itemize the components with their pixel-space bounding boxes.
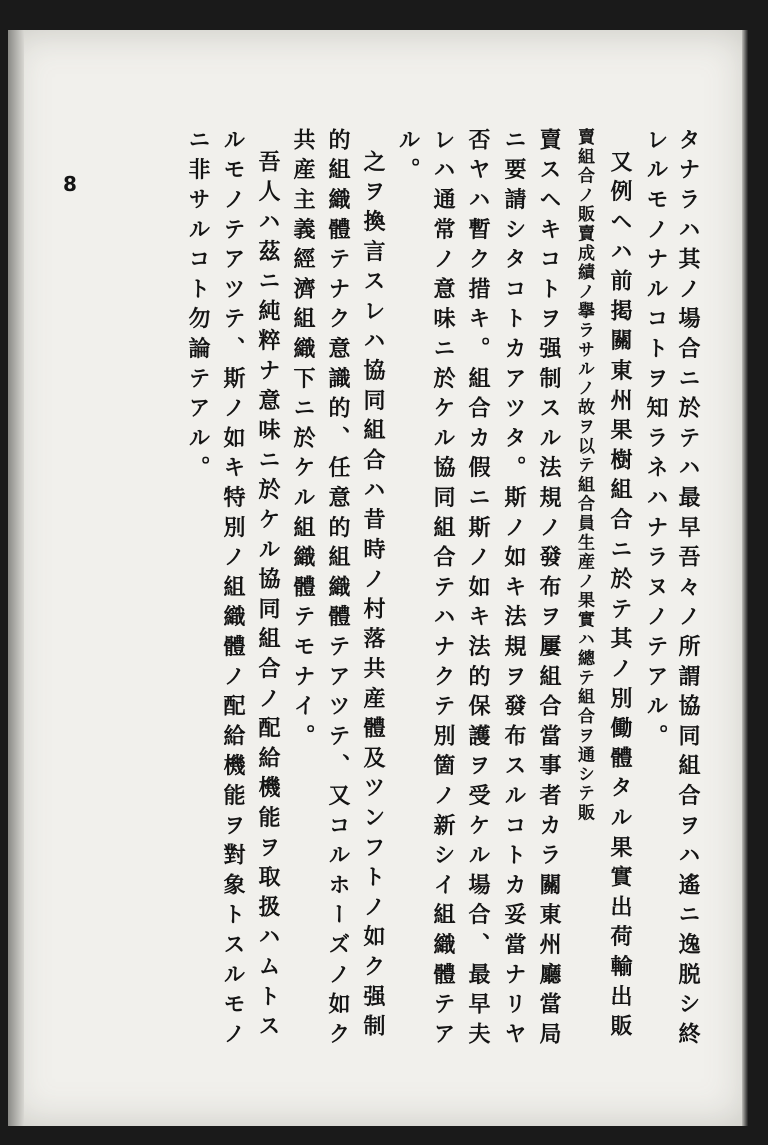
page-right-edge bbox=[742, 30, 748, 1126]
text-column-9: ル。 bbox=[395, 128, 421, 188]
text-column-13: 吾人ハ茲ニ純粹ナ意味ニ於ケル協同組合ノ配給機能ヲ取扱ハムトス bbox=[255, 150, 281, 1044]
text-column-15: ニ非サルコト勿論テアル。 bbox=[185, 128, 211, 486]
text-column-11: 的組織體テナク意識的、任意的組織體テアツテ、又コルホーズノ如ク bbox=[325, 128, 351, 1052]
text-column-6: ニ要請シタコトカアツタ。斯ノ如キ法規ヲ發布スルコトカ妥當ナリヤ bbox=[501, 128, 527, 1052]
text-column-3: 又例ヘハ前掲關東州果樹組合ニ於テ其ノ別働體タル果實出荷輸出販 bbox=[607, 150, 633, 1044]
page-number: 8 bbox=[63, 172, 77, 196]
text-column-4: 賣組合ノ販賣成績ノ擧ラサルノ故ヲ以テ組合員生産ノ果實ハ總テ組合ヲ通シテ販 bbox=[574, 128, 594, 823]
text-column-14: ルモノテアツテ、斯ノ如キ特別ノ組織體ノ配給機能ヲ對象トスルモノ bbox=[220, 128, 246, 1052]
page-gutter-shadow bbox=[8, 30, 24, 1126]
text-column-5: 賣スヘキコトヲ强制スル法規ノ發布ヲ屢組合當事者カラ關東州廳當局 bbox=[536, 128, 562, 1052]
text-column-8: レハ通常ノ意味ニ於ケル協同組合テハナクテ別箇ノ新シイ組織體テア bbox=[430, 128, 456, 1052]
text-column-7: 否ヤハ暫ク措キ。組合カ假ニ斯ノ如キ法的保護ヲ受ケル場合、最早夫 bbox=[465, 128, 491, 1052]
text-column-2: レルモノナルコトヲ知ラネハナラヌノテアル。 bbox=[643, 128, 669, 754]
text-column-12: 共産主義經濟組織下ニ於ケル組織體テモナイ。 bbox=[290, 128, 316, 754]
text-column-1: タナラハ其ノ場合ニ於テハ最早吾々ノ所謂協同組合ヲハ遙ニ逸脱シ終 bbox=[675, 128, 701, 1052]
text-column-10: 之ヲ換言スレハ協同組合ハ昔時ノ村落共産體及ツンフトノ如ク强制 bbox=[360, 150, 386, 1044]
